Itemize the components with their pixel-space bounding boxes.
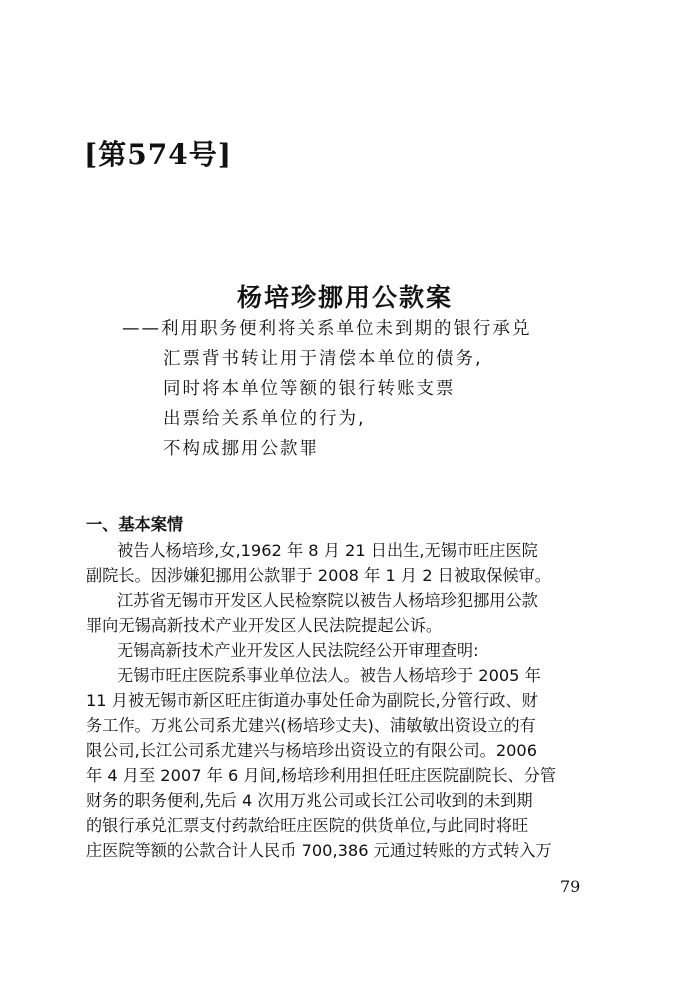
- subtitle-line: 同时将本单位等额的银行转账支票: [163, 379, 456, 399]
- body-line: 副院长。因涉嫌犯挪用公款罪于 2008 年 1 月 2 日被取保候审。: [86, 566, 551, 585]
- subtitle-line: 出票给关系单位的行为,: [163, 409, 366, 429]
- body-line: 无锡高新技术产业开发区人民法院经公开审理查明:: [117, 641, 479, 660]
- subtitle-line: ——利用职务便利将关系单位未到期的银行承兑: [122, 319, 532, 339]
- subtitle-line: 汇票背书转让用于清偿本单位的债务,: [163, 349, 483, 369]
- body-line: 限公司,长江公司系尤建兴与杨培珍出资设立的有限公司。2006: [86, 741, 538, 760]
- body-line: 罪向无锡高新技术产业开发区人民法院提起公诉。: [86, 616, 443, 635]
- section-heading: 一、基本案情: [86, 515, 184, 534]
- subtitle-line: 不构成挪用公款罪: [163, 439, 319, 459]
- body-line: 11 月被无锡市新区旺庄街道办事处任命为副院长,分管行政、财: [86, 691, 538, 710]
- body-line: 财务的职务便利,先后 4 次用万兆公司或长江公司收到的未到期: [86, 791, 533, 810]
- case-title: 杨培珍挪用公款案: [236, 283, 453, 312]
- case-number: [第574号]: [84, 138, 232, 171]
- page-number: 79: [560, 877, 581, 896]
- body-line: 年 4 月至 2007 年 6 月间,杨培珍利用担任旺庄医院副院长、分管: [86, 766, 557, 785]
- body-line: 被告人杨培珍,女,1962 年 8 月 21 日出生,无锡市旺庄医院: [117, 541, 538, 560]
- body-line: 庄医院等额的公款合计人民币 700,386 元通过转账的方式转入万: [86, 841, 552, 860]
- body-line: 江苏省无锡市开发区人民检察院以被告人杨培珍犯挪用公款: [117, 591, 538, 610]
- body-line: 无锡市旺庄医院系事业单位法人。被告人杨培珍于 2005 年: [117, 666, 541, 685]
- body-line: 的银行承兑汇票支付药款给旺庄医院的供货单位,与此同时将旺: [86, 816, 529, 835]
- body-line: 务工作。万兆公司系尤建兴(杨培珍丈夫)、浦敏敏出资设立的有: [86, 716, 536, 735]
